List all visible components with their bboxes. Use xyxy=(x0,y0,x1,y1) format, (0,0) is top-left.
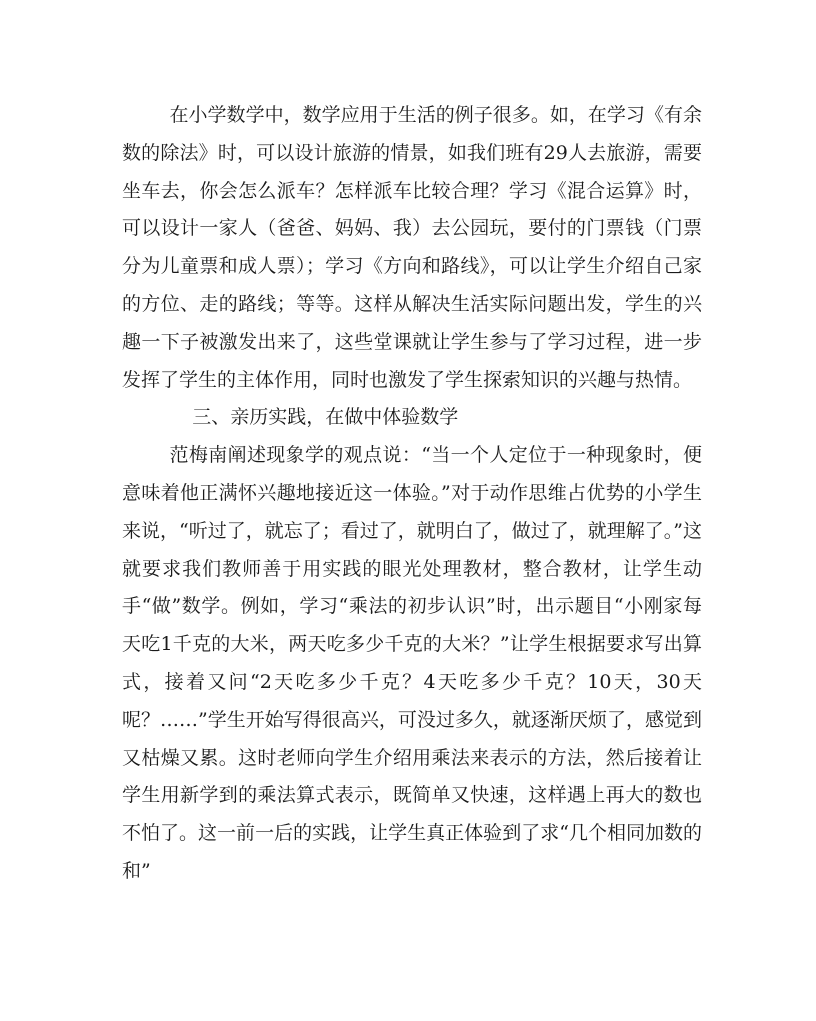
paragraph-math-life-examples: 在小学数学中，数学应用于生活的例子很多。如，在学习《有余数的除法》时，可以设计旅游的情景，如我们班有29人去旅游，需要坐车去，你会怎么派车？怎样派车比较合理？学习《混合运算》时，可以设计一家人（爸爸、妈妈、我）去公园玩，要付的门票钱（门票分为儿童票和成人票）；学习《方向和路线》，可以让学生介绍自己家的方位、走的路线；等等。这样从解决生活实际问题出发，学生的兴趣一下子被激发出来了，这些堂课就让学生参与了学习过程，进一步发挥了学生的主体作用，同时也激发了学生探索知识的兴趣与热情。 xyxy=(122,104,702,391)
article-body xyxy=(122,97,702,891)
paragraph-practice-experience: 范梅南阐述现象学的观点说：“当一个人定位于一种现象时，便意味着他正满怀兴趣地接近这一体验。”对于动作思维占优势的小学生来说，“听过了，就忘了；看过了，就明白了，做过了，就理解了。”这就要求我们教师善于用实践的眼光处理教材，整合教材，让学生动手“做”数学。例如，学习“乘法的初步认识”时，出示题目“小刚家每天吃1千克的大米，两天吃多少千克的大米？”让学生根据要求写出算式，接着又问“2天吃多少千克？4天吃多少千克？10天，30天呢？……”学生开始写得很高兴，可没过多久，就逐渐厌烦了，感觉到又枯燥又累。这时老师向学生介绍用乘法来表示的方法，然后接着让学生用新学到的乘法算式表示，既简单又快速，这样遇上再大的数也不怕了。这一前一后的实践，让学生真正体验到了求“几个相同加数的和” xyxy=(122,444,702,882)
section-heading: 三、亲历实践，在做中体验数学 xyxy=(192,406,459,429)
